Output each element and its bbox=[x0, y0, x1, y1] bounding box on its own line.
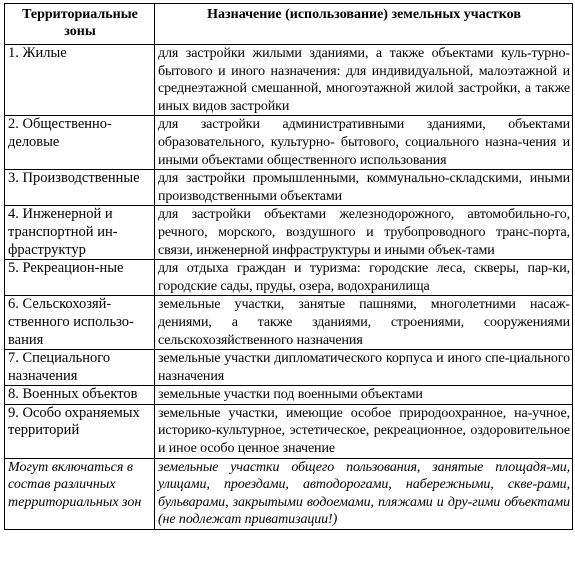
purpose-cell: для застройки объектами железнодорожного, автомобильно-го, речного, морского, воздушного и трубопроводного транс-порта, связи, инженерной инфраструктуры и иными объек-тами bbox=[155, 206, 573, 260]
header-row bbox=[5, 4, 573, 45]
table-row bbox=[5, 116, 573, 170]
note-purpose-cell: земельные участки общего пользования, занятые площадя-ми, улицами, проездами, автодорогами, набережными, скве-рами, бульварами, закрытыми водоемами, пляжами и дру-гими объектами (не подлежат приватизации!) bbox=[155, 458, 573, 529]
zone-cell: 4. Инженерной и транспортной ин-фраструктур bbox=[5, 206, 155, 260]
zone-cell: 7. Специального назначения bbox=[5, 350, 155, 386]
zone-cell: 1. Жилые bbox=[5, 45, 155, 116]
zone-cell: 6. Сельскохозяй-ственного использо-вания bbox=[5, 296, 155, 350]
note-row bbox=[5, 458, 573, 529]
table-row bbox=[5, 170, 573, 206]
zone-cell: 8. Военных объектов bbox=[5, 386, 155, 405]
table-row bbox=[5, 350, 573, 386]
note-zone-cell: Могут включаться в состав различных территориальных зон bbox=[5, 458, 155, 529]
purpose-cell: земельные участки дипломатического корпуса и иного спе-циального назначения bbox=[155, 350, 573, 386]
zone-cell: 9. Особо охраняемых территорий bbox=[5, 404, 155, 458]
header-zone: Территориальные зоны bbox=[5, 4, 155, 45]
zone-cell: 5. Рекреацион-ные bbox=[5, 260, 155, 296]
purpose-cell: земельные участки, имеющие особое природоохранное, на-учное, историко-культурное, эстетическое, рекреационное, оздоровительное и иное особо ценное значение bbox=[155, 404, 573, 458]
table-row bbox=[5, 296, 573, 350]
header-purpose: Назначение (использование) земельных участков bbox=[155, 4, 573, 45]
purpose-cell: для застройки жилыми зданиями, а также объектами куль-турно-бытового и иного назначения: для индивидуальной, малоэтажной и среднеэтажной смешанной, многоэтажной жилой застройки, а также иных видов застройки bbox=[155, 45, 573, 116]
table-row bbox=[5, 386, 573, 405]
purpose-cell: для отдыха граждан и туризма: городские леса, скверы, пар-ки, городские сады, пруды, озера, водохранилища bbox=[155, 260, 573, 296]
purpose-cell: для застройки административными зданиями, объектами образовательного, культурно- бытового, социального назна-чения и иными объектами общественного использования bbox=[155, 116, 573, 170]
purpose-cell: земельные участки под военными объектами bbox=[155, 386, 573, 405]
table-row bbox=[5, 45, 573, 116]
table-row bbox=[5, 404, 573, 458]
purpose-cell: земельные участки, занятые пашнями, многолетними насаж-дениями, а также зданиями, строениями, сооружениями сельскохозяйственного назначения bbox=[155, 296, 573, 350]
table-row bbox=[5, 260, 573, 296]
zone-cell: 2. Общественно-деловые bbox=[5, 116, 155, 170]
zone-cell: 3. Производственные bbox=[5, 170, 155, 206]
table-row bbox=[5, 206, 573, 260]
purpose-cell: для застройки промышленными, коммунально-складскими, иными производственными объектами bbox=[155, 170, 573, 206]
zones-table bbox=[4, 3, 573, 530]
